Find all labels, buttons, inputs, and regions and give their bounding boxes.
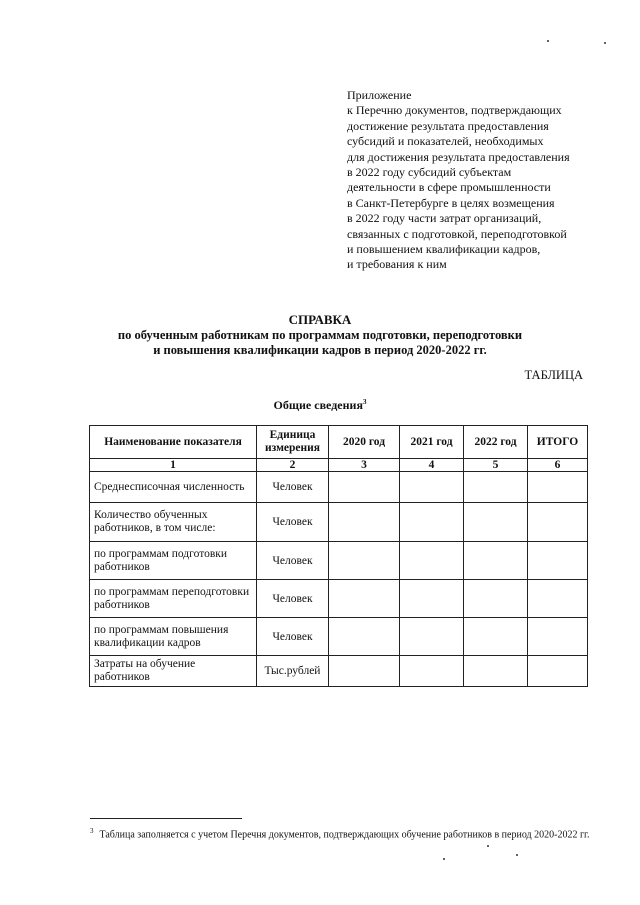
footnote-mark: 3	[90, 827, 94, 835]
header-indicator: Наименование показателя	[90, 426, 257, 459]
row-indicator: по программам подготовки работников	[90, 542, 257, 580]
header-unit: Единица измерения	[257, 426, 329, 459]
row-indicator: по программам повышения квалификации кадров	[90, 618, 257, 656]
row-indicator: Количество обученных работников, в том числе:	[90, 503, 257, 542]
appendix-line: в Санкт-Петербурге в целях возмещения	[347, 195, 555, 210]
appendix-line: и повышением квалификации кадров,	[347, 242, 541, 257]
general-info-table	[89, 425, 588, 687]
row-indicator: Среднесписочная численность	[90, 472, 257, 503]
cell-total	[528, 472, 588, 503]
column-number: 4	[400, 459, 464, 472]
header-2022: 2022 год	[464, 426, 528, 459]
table-row	[90, 503, 588, 542]
footnote-text: Таблица заполняется с учетом Перечня документов, подтверждающих обучение работников в период 2020-2022 гг.	[99, 829, 590, 841]
cell-total	[528, 542, 588, 580]
cell-2021	[400, 503, 464, 542]
appendix-line: в 2022 году части затрат организаций,	[347, 211, 542, 226]
column-number: 5	[464, 459, 528, 472]
header-2020: 2020 год	[329, 426, 400, 459]
table-row	[90, 542, 588, 580]
row-indicator: Затраты на обучение работников	[90, 656, 257, 687]
table-row	[90, 580, 588, 618]
column-number-row	[90, 459, 588, 472]
header-2021: 2021 год	[400, 426, 464, 459]
row-unit: Человек	[257, 472, 329, 503]
title-line-2: и повышения квалификации кадров в период 2020-2022 гг.	[153, 343, 487, 357]
column-number: 2	[257, 459, 329, 472]
cell-2022	[464, 542, 528, 580]
row-unit: Человек	[257, 580, 329, 618]
appendix-line: к Перечню документов, подтверждающих	[347, 103, 562, 118]
row-unit: Человек	[257, 542, 329, 580]
column-number: 6	[528, 459, 588, 472]
cell-2021	[400, 618, 464, 656]
scan-speck	[443, 858, 445, 860]
column-number: 1	[90, 459, 257, 472]
title-line-1: по обученным работникам по программам подготовки, переподготовки	[117, 328, 523, 342]
column-number: 3	[329, 459, 400, 472]
cell-2020	[329, 503, 400, 542]
scan-speck	[516, 854, 518, 856]
table-label: ТАБЛИЦА	[524, 368, 583, 382]
section-title	[0, 398, 640, 413]
header-total: ИТОГО	[528, 426, 588, 459]
footnote-divider	[90, 818, 242, 819]
appendix-line: связанных с подготовкой, переподготовкой	[347, 226, 567, 241]
appendix-line: и требования к ним	[347, 257, 447, 272]
cell-2020	[329, 656, 400, 687]
cell-2021	[400, 472, 464, 503]
cell-2022	[464, 618, 528, 656]
cell-2022	[464, 503, 528, 542]
section-title-text: Общие сведения	[273, 398, 363, 412]
row-unit: Человек	[257, 503, 329, 542]
cell-2022	[464, 580, 528, 618]
cell-2020	[329, 618, 400, 656]
appendix-line: в 2022 году субсидий субъектам	[347, 165, 512, 180]
appendix-line: для достижения результата предоставления	[347, 149, 570, 164]
cell-total	[528, 656, 588, 687]
row-unit: Тыс.рублей	[257, 656, 329, 687]
cell-2022	[464, 472, 528, 503]
cell-2021	[400, 580, 464, 618]
footnote-ref: 3	[362, 398, 367, 406]
scan-speck	[487, 845, 489, 847]
title-main: СПРАВКА	[288, 312, 352, 327]
table-row	[90, 618, 588, 656]
table-row	[90, 656, 588, 687]
row-indicator: по программам переподготовки работников	[90, 580, 257, 618]
appendix-note	[347, 88, 617, 273]
table-row	[90, 472, 588, 503]
cell-total	[528, 503, 588, 542]
row-unit: Человек	[257, 618, 329, 656]
appendix-line: деятельности в сфере промышленности	[347, 180, 551, 195]
scan-speck	[547, 40, 549, 42]
cell-2020	[329, 542, 400, 580]
appendix-line: достижение результата предоставления	[347, 118, 549, 133]
document-title	[0, 312, 640, 358]
footnote	[90, 824, 590, 842]
cell-total	[528, 580, 588, 618]
appendix-line: Приложение	[347, 88, 412, 102]
table-header-row	[90, 426, 588, 459]
cell-2020	[329, 472, 400, 503]
cell-2021	[400, 656, 464, 687]
appendix-line: субсидий и показателей, необходимых	[347, 134, 544, 149]
cell-total	[528, 618, 588, 656]
cell-2022	[464, 656, 528, 687]
cell-2021	[400, 542, 464, 580]
cell-2020	[329, 580, 400, 618]
scan-speck	[604, 42, 606, 44]
